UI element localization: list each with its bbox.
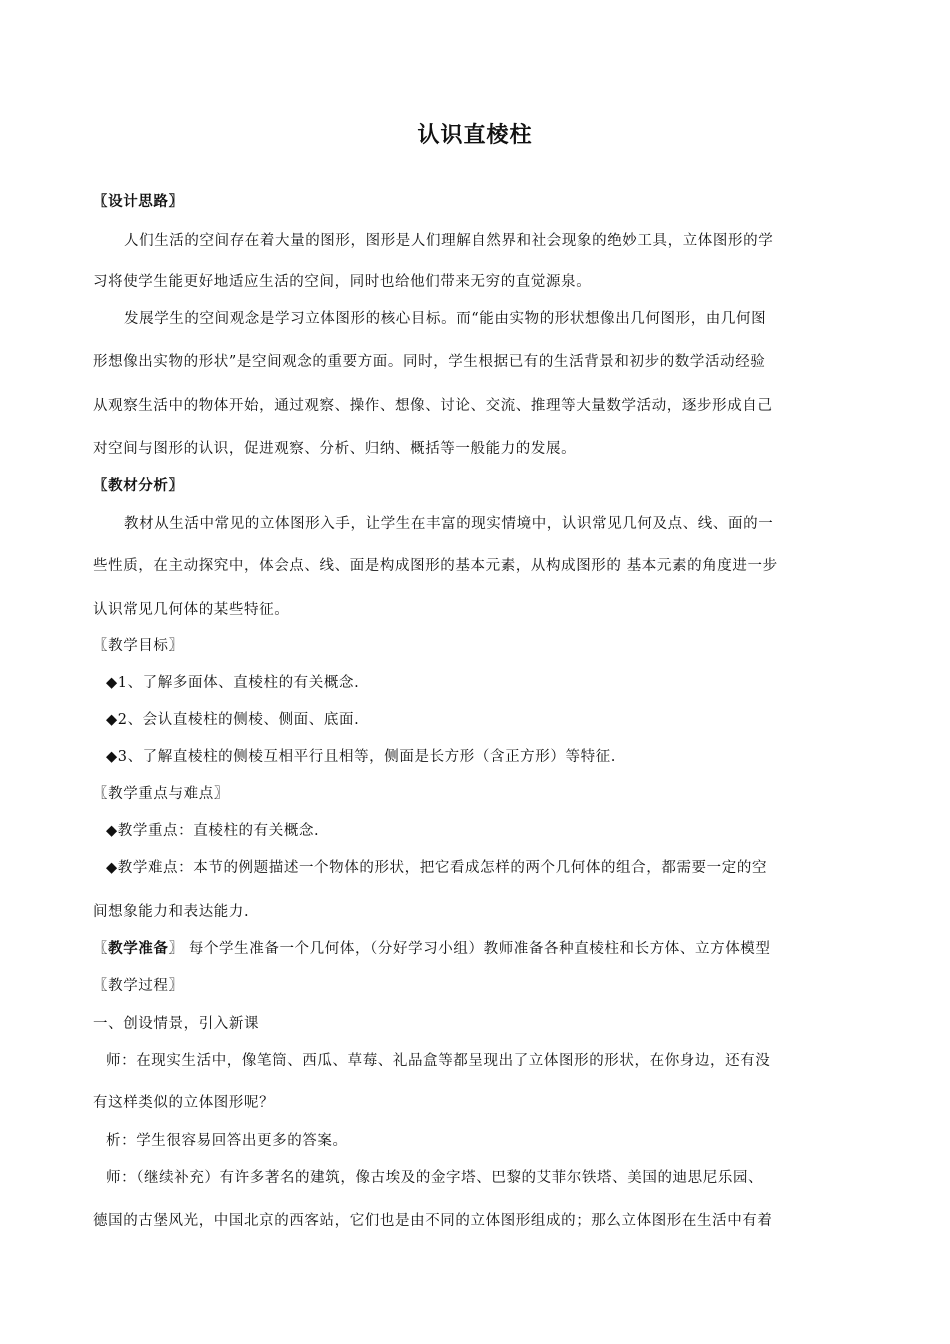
section-heading-keypoints: 〖教学重点与难点〗 [93, 786, 229, 802]
paragraph-line: 有这样类似的立体图形呢？ [93, 1095, 275, 1111]
bracket-close: 〗 [168, 941, 184, 957]
list-item: ◆1、了解多面体、直棱柱的有关概念. [106, 675, 360, 691]
paragraph-line: 德国的古堡风光，中国北京的西客站，它们也是由不同的立体图形组成的；那么立体图形在生活中有着 [93, 1213, 773, 1229]
list-item: ◆教学重点：直棱柱的有关概念. [106, 823, 320, 839]
prep-text: 每个学生准备一个几何体，（分好学习小组）教师准备各种直棱柱和长方体、立方体模型 [188, 941, 771, 957]
paragraph-line: 些性质，在主动探究中，体会点、线、面是构成图形的基本元素，从构成图形的 基本元素的角度进一步 [93, 558, 778, 574]
paragraph-line: 析：学生很容易回答出更多的答案。 [106, 1133, 348, 1149]
paragraph-line: 师：（继续补充）有许多著名的建筑，像古埃及的金字塔、巴黎的艾菲尔铁塔、美国的迪思尼乐园、 [106, 1170, 764, 1186]
paragraph-line: 教材从生活中常见的立体图形入手，让学生在丰富的现实情境中，认识常见几何及点、线、面的一 [124, 516, 774, 532]
section-heading-goals: 〖教学目标〗 [93, 638, 184, 654]
paragraph-line: 认识常见几何体的某些特征。 [93, 602, 290, 618]
list-item: ◆3、了解直棱柱的侧棱互相平行且相等，侧面是长方形（含正方形）等特征. [106, 749, 616, 765]
list-item: ◆教学难点：本节的例题描述一个物体的形状，把它看成怎样的两个几何体的组合，都需要一定的空 [106, 860, 768, 876]
paragraph-line: 从观察生活中的物体开始，通过观察、操作、想像、讨论、交流、推理等大量数学活动，逐步形成自己 [93, 398, 773, 414]
paragraph-line: 形想像出实物的形状”是空间观念的重要方面。同时，学生根据已有的生活背景和初步的数学活动经验 [93, 354, 766, 370]
section-heading-process: 〖教学过程〗 [93, 978, 184, 994]
bracket-open: 〖 [93, 941, 109, 957]
paragraph-line: 师：在现实生活中，像笔筒、西瓜、草莓、礼品盒等都呈现出了立体图形的形状，在你身边，还有没 [106, 1053, 771, 1069]
list-item: ◆2、会认直棱柱的侧棱、侧面、底面. [106, 712, 360, 728]
page-title: 认识直棱柱 [417, 123, 533, 148]
prep-label: 教学准备 [108, 940, 169, 957]
paragraph-line: 间想象能力和表达能力. [93, 904, 250, 920]
step-heading: 一、创设情景，引入新课 [93, 1016, 260, 1032]
paragraph-line: 人们生活的空间存在着大量的图形，图形是人们理解自然界和社会现象的绝妙工具，立体图形的学 [124, 233, 774, 249]
section-heading-design: 〖设计思路〗 [93, 193, 184, 210]
paragraph-line: 习将使学生能更好地适应生活的空间，同时也给他们带来无穷的直觉源泉。 [93, 274, 592, 290]
section-heading-analysis: 〖教材分析〗 [93, 477, 184, 494]
section-prep [93, 937, 863, 958]
paragraph-line: 对空间与图形的认识，促进观察、分析、归纳、概括等一般能力的发展。 [93, 441, 577, 457]
paragraph-line: 发展学生的空间观念是学习立体图形的核心目标。而“能由实物的形状想像出几何图形，由几何图 [124, 311, 767, 327]
